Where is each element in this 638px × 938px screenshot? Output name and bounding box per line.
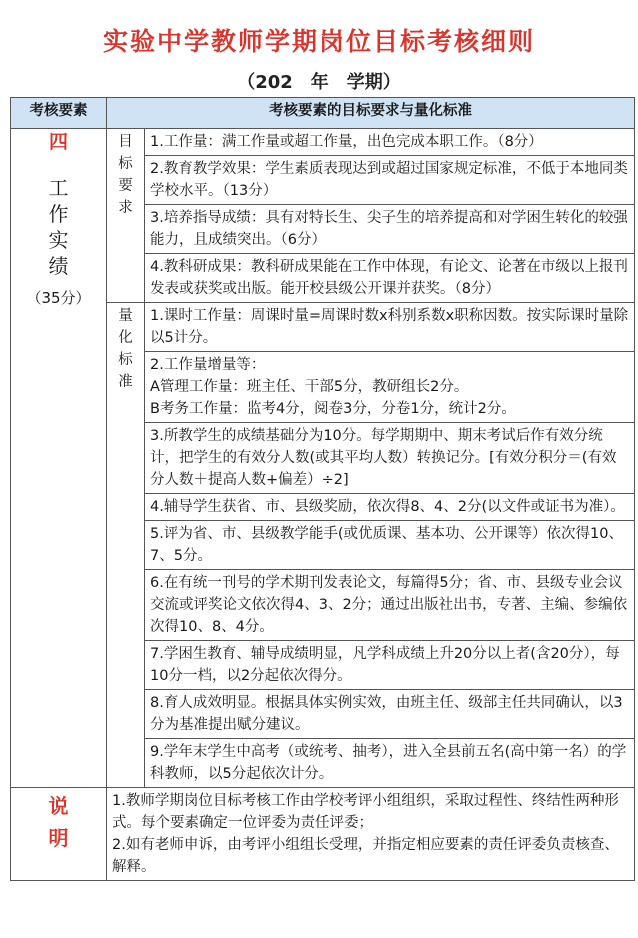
page-title: 实验中学教师学期岗位目标考核细则: [102, 27, 535, 56]
standard-item: 9.学年末学生中高考（或统考、抽考），进入全县前五名(高中第一名）的学科教师，以5分起依次计分。: [145, 739, 635, 788]
standard-item: 2.工作量增量等： A管理工作量：班主任、干部5分，教研组长2分。 B考务工作量：监考4分，阅卷3分，分卷1分，统计2分。: [145, 352, 635, 423]
standard-item: 7.学困生教育、辅导成绩明显，凡学科成绩上升20分以上者(含20分），每10分一档，以2分起依次得分。: [145, 641, 635, 690]
section-title: 工作实绩: [48, 176, 69, 278]
note-row: [11, 788, 635, 881]
goal-item: 3.培养指导成绩：具有对特长生、尖子生的培养提高和对学困生转化的较强能力，且成绩突出。（6分）: [145, 205, 635, 254]
standard-item: 5.评为省、市、县级教学能手(或优质课、基本功、公开课等）依次得10、7、5分。: [145, 521, 635, 570]
note-content: [107, 788, 635, 881]
assessment-table: [10, 97, 635, 881]
goal-row: [11, 129, 635, 156]
standard-item: 3.所教学生的成绩基础分为10分。每学期期中、期末考试后作有效分统计，把学生的有效分人数(或其平均人数）转换记分。[有效分积分＝(有效分人数＋提高人数+偏差）÷2]: [145, 423, 635, 494]
note-item: 2.如有老师申诉，由考评小组组长受理，并指定相应要素的责任评委负责核查、解释。: [112, 837, 619, 875]
group-label-standards: 量化标准: [107, 303, 145, 788]
goal-item: 1.工作量：满工作量或超工作量，出色完成本职工作。（8分）: [145, 129, 635, 156]
section-cell: [11, 129, 107, 788]
section-number: 四: [48, 131, 68, 153]
header-left: 考核要素: [11, 98, 107, 129]
standard-item: 6.在有统一刊号的学术期刊发表论文，每篇得5分；省、市、县级专业会议交流或评奖论文依次得4、3、2分；通过出版社出书，专著、主编、参编依次得10、8、4分。: [145, 570, 635, 641]
standard-item: 8.育人成效明显。根据具体实例实效，由班主任、级部主任共同确认，以3分为基准提出赋分建议。: [145, 690, 635, 739]
section-score: （35分）: [26, 289, 91, 307]
page-subtitle: （202 年 学期）: [237, 72, 401, 93]
goal-item: 4.教科研成果：教科研成果能在工作中体现，有论文、论著在市级以上报刊发表或获奖或出版。能开校县级公开课并获奖。（8分）: [145, 254, 635, 303]
header-right: 考核要素的目标要求与量化标准: [107, 98, 635, 129]
header-row: [11, 98, 635, 129]
group-label-goals: 目标要求: [107, 129, 145, 303]
standard-item: 4.辅导学生获省、市、县级奖励，依次得8、4、2分(以文件或证书为准）。: [145, 494, 635, 521]
note-label: 说明: [48, 794, 69, 850]
standard-item: 1.课时工作量：周课时量=周课时数x科别系数x职称因数。按实际课时量除以5计分。: [145, 303, 635, 352]
note-item: 1.教师学期岗位目标考核工作由学校考评小组组织，采取过程性、终结性两种形式。每个要素确定一位评委为责任评委；: [112, 793, 619, 831]
note-label-cell: [11, 788, 107, 881]
goal-item: 2.教育教学效果：学生素质表现达到或超过国家规定标准，不低于本地同类学校水平。（13分）: [145, 156, 635, 205]
